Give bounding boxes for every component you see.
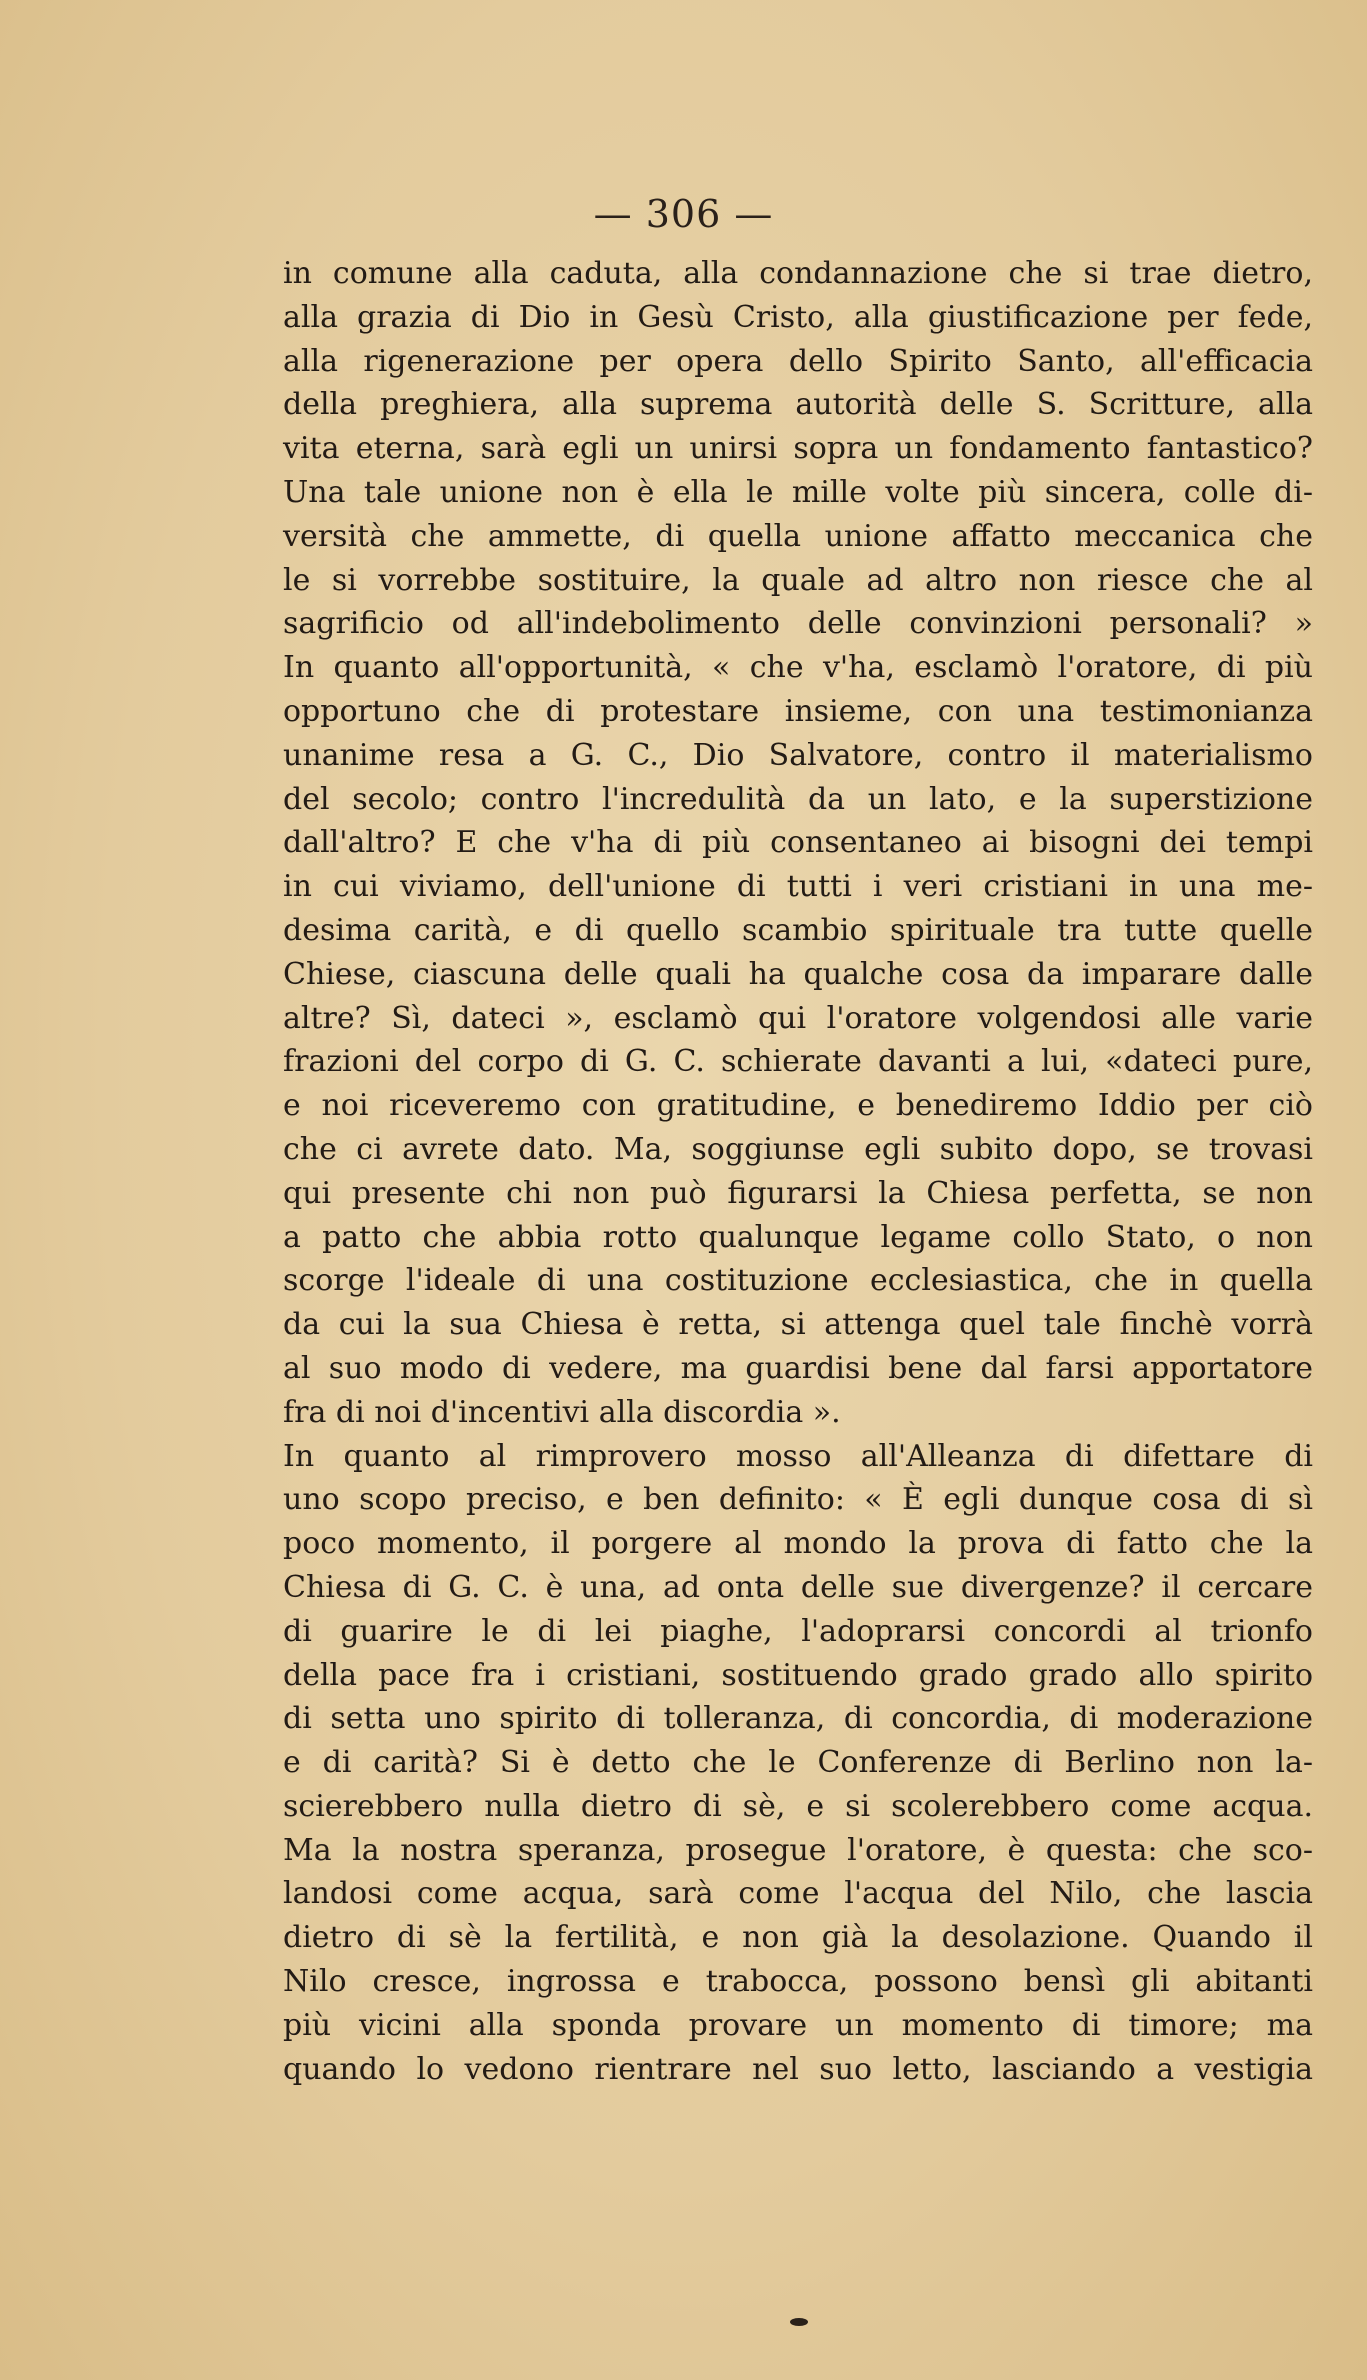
text-line: che ci avrete dato. Ma, soggiunse egli subito dopo, se trovasi [283,1131,1313,1167]
text-line: scorge l'ideale di una costituzione ecclesiastica, che in quella [283,1263,1313,1299]
text-line: sagrificio od all'indebolimento delle convinzioni personali? » [283,606,1313,642]
text-line: alla rigenerazione per opera dello Spirito Santo, all'efficacia [283,343,1313,379]
text-line: vita eterna, sarà egli un unirsi sopra un fondamento fantastico? [283,431,1313,467]
text-line: più vicini alla sponda provare un momento di timore; ma [283,2007,1313,2043]
text-line: dall'altro? E che v'ha di più consentaneo ai bisogni dei tempi [283,825,1313,861]
text-line: in comune alla caduta, alla condannazione che si trae dietro, [283,256,1313,291]
text-line: al suo modo di vedere, ma guardisi bene dal farsi apportatore [283,1350,1313,1386]
text-line: di setta uno spirito di tolleranza, di concordia, di moderazione [283,1701,1313,1737]
text-line: della pace fra i cristiani, sostituendo grado grado allo spirito [283,1657,1313,1693]
text-line: altre? Sì, dateci », esclamò qui l'oratore volgendosi alle varie [283,1000,1313,1036]
text-line: Una tale unione non è ella le mille volte più sincera, colle di- [283,474,1313,510]
text-line: in cui viviamo, dell'unione di tutti i veri cristiani in una me- [283,869,1313,905]
text-line: desima carità, e di quello scambio spirituale tra tutte quelle [283,912,1313,948]
text-line: Chiese, ciascuna delle quali ha qualche cosa da imparare dalle [283,956,1313,992]
text-line: quando lo vedono rientrare nel suo letto, lasciando a vestigia [283,2051,1313,2087]
text-line: e di carità? Si è detto che le Conferenze di Berlino non la- [283,1745,1313,1781]
text-line: unanime resa a G. C., Dio Salvatore, contro il materialismo [283,737,1313,773]
text-line: qui presente chi non può figurarsi la Chiesa perfetta, se non [283,1175,1313,1211]
text-line: opportuno che di protestare insieme, con una testimonianza [283,693,1313,729]
text-line: frazioni del corpo di G. C. schierate davanti a lui, «dateci pure, [283,1044,1313,1080]
text-line: dietro di sè la fertilità, e non già la desolazione. Quando il [283,1920,1313,1956]
text-line: da cui la sua Chiesa è retta, si attenga quel tale finchè vorrà [283,1307,1313,1343]
text-line: scierebbero nulla dietro di sè, e si scolerebbero come acqua. [283,1788,1313,1824]
text-line: uno scopo preciso, e ben definito: « È egli dunque cosa di sì [283,1482,1313,1518]
text-line: versità che ammette, di quella unione affatto meccanica che [283,518,1313,554]
text-line: a patto che abbia rotto qualunque legame collo Stato, o non [283,1219,1313,1255]
text-line: In quanto all'opportunità, « che v'ha, esclamò l'oratore, di più [283,650,1313,686]
text-line: e noi riceveremo con gratitudine, e benediremo Iddio per ciò [283,1088,1313,1124]
text-line: Ma la nostra speranza, prosegue l'oratore, è questa: che sco- [283,1832,1313,1868]
body-text [283,252,1313,2091]
text-line: landosi come acqua, sarà come l'acqua del Nilo, che lascia [283,1876,1313,1912]
text-line: di guarire le di lei piaghe, l'adoprarsi concordi al trionfo [283,1613,1313,1649]
text-line: le si vorrebbe sostituire, la quale ad altro non riesce che al [283,562,1313,598]
text-line: Chiesa di G. C. è una, ad onta delle sue divergenze? il cercare [283,1569,1313,1605]
text-line: fra di noi d'incentivi alla discordia ». [283,1394,841,1430]
page-number: — 306 — [593,192,774,236]
text-line: alla grazia di Dio in Gesù Cristo, alla giustificazione per fede, [283,299,1313,335]
ink-mark [790,2318,808,2326]
text-line: In quanto al rimprovero mosso all'Alleanza di difettare di [283,1438,1313,1474]
text-line: Nilo cresce, ingrossa e trabocca, possono bensì gli abitanti [283,1964,1313,2000]
text-line: del secolo; contro l'incredulità da un lato, e la superstizione [283,781,1313,817]
text-line: poco momento, il porgere al mondo la prova di fatto che la [283,1526,1313,1562]
text-line: della preghiera, alla suprema autorità delle S. Scritture, alla [283,387,1313,423]
